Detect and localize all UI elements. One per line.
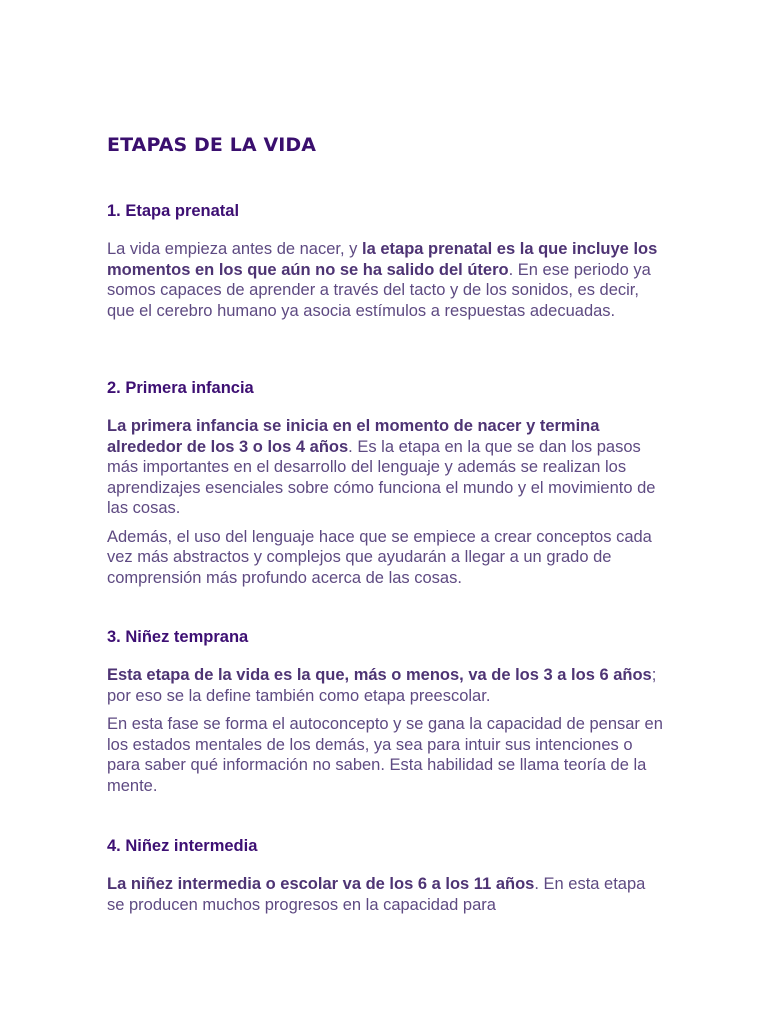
paragraph-text: En esta fase se forma el autoconcepto y se gana la capacidad de pensar en los estados mentales de los demás, ya sea para intuir sus intenciones o para saber qué información no saben. Esta habilidad se llama teoría de la mente.	[107, 715, 663, 795]
section-heading: 2. Primera infancia	[107, 379, 254, 397]
section-paragraph	[107, 874, 667, 915]
section-heading: 1. Etapa prenatal	[107, 202, 240, 220]
section-paragraph	[107, 239, 667, 321]
section-paragraph	[107, 416, 667, 519]
paragraph-bold-text: la etapa prenatal es la que incluye los momentos en los que aún no se ha salido del útero	[107, 240, 658, 279]
paragraph-text: . En ese periodo ya somos capaces de aprender a través del tacto y de los sonidos, es decir, que el cerebro humano ya asocia estímulos a respuestas adecuadas.	[107, 260, 651, 320]
section-primera-infancia	[107, 378, 667, 596]
section-heading: 3. Niñez temprana	[107, 628, 249, 646]
paragraph-text: . Es la etapa en la que se dan los pasos más importantes en el desarrollo del lenguaje y además se realizan los aprendizajes esenciales sobre cómo funciona el mundo y el movimiento de las cosas.	[107, 437, 656, 517]
paragraph-bold-text: La niñez intermedia o escolar va de los 6 a los 11 años	[107, 875, 535, 893]
paragraph-text: ; por eso se la define también como etapa preescolar.	[107, 666, 657, 705]
section-ninez-temprana	[107, 627, 667, 804]
section-ninez-intermedia	[107, 836, 667, 923]
section-paragraph	[107, 665, 667, 706]
paragraph-text: . En esta etapa se producen muchos progresos en la capacidad para	[107, 875, 646, 914]
paragraph-text: Además, el uso del lenguaje hace que se empiece a crear conceptos cada vez más abstractos y complejos que ayudarán a llegar a un grado de comprensión más profundo acerca de las cosas.	[107, 527, 652, 587]
section-etapa-prenatal	[107, 201, 667, 329]
paragraph-bold-text: Esta etapa de la vida es la que, más o menos, va de los 3 a los 6 años	[107, 666, 652, 684]
section-paragraph	[107, 527, 667, 589]
section-paragraph	[107, 714, 667, 796]
section-heading: 4. Niñez intermedia	[107, 837, 258, 855]
document-title: ETAPAS DE LA VIDA	[107, 134, 317, 156]
paragraph-bold-text: La primera infancia se inicia en el momento de nacer y termina alrededor de los 3 o los 4 años	[107, 417, 600, 456]
paragraph-text: La vida empieza antes de nacer, y	[107, 240, 362, 258]
